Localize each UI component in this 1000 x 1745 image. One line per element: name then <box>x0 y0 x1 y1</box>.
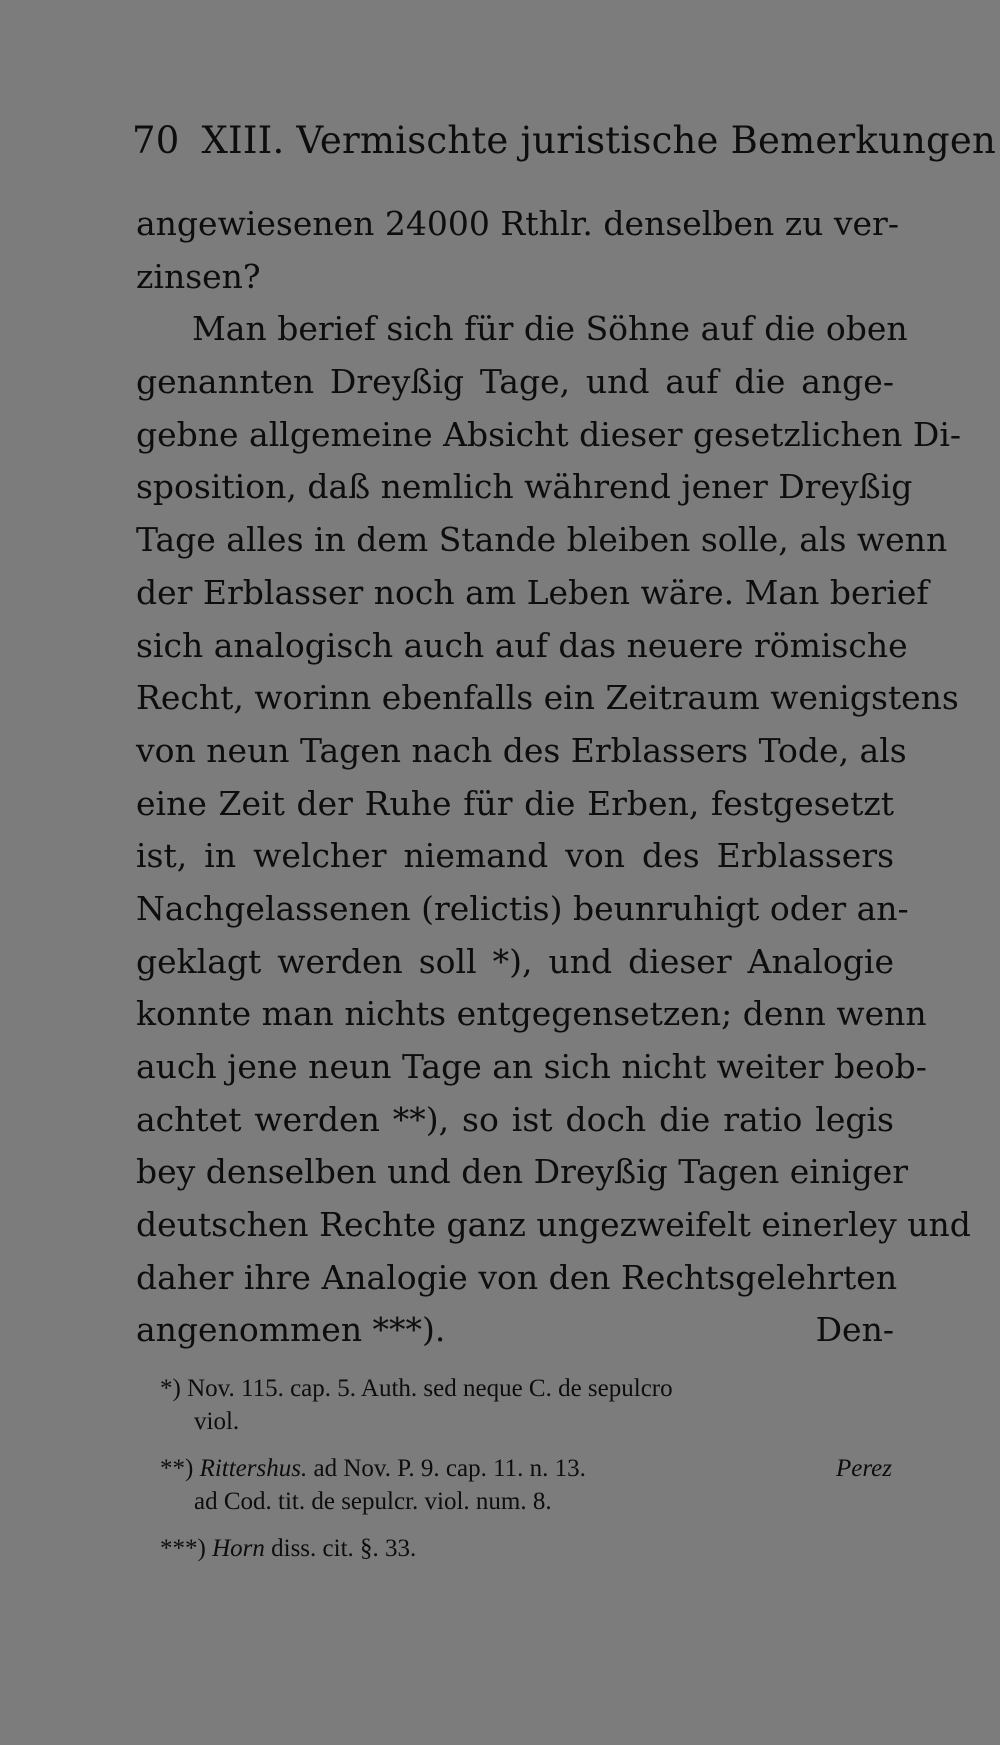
text-line: daher ihre Analogie von den Rechtsgelehrten <box>136 1257 898 1297</box>
catchword: Den- <box>815 1310 894 1350</box>
footnote-reference: diss. cit. §. 33. <box>271 1535 417 1562</box>
text-line: zinsen? <box>136 256 261 296</box>
text-line: deutschen Rechte ganz ungezweifelt einerley und <box>136 1205 971 1245</box>
text-line: eine Zeit der Ruhe für die Erben, festgesetzt <box>136 783 894 823</box>
text-line: ist, in welcher niemand von des Erblassers <box>136 836 894 876</box>
footnote-3 <box>160 1532 892 1565</box>
footnote-line: *) Nov. 115. cap. 5. Auth. sed neque C. de sepulcro <box>160 1375 673 1402</box>
text-line: Nachgelassenen (relictis) beunruhigt oder an- <box>136 888 909 928</box>
text-line: auch jene neun Tage an sich nicht weiter beob- <box>136 1047 927 1086</box>
footnote-line <box>160 1532 892 1565</box>
footnote-2 <box>160 1452 892 1518</box>
text-line: sich analogisch auch auf das neuere römische <box>136 625 908 665</box>
footnotes <box>160 1372 892 1579</box>
footnote-line: viol. <box>194 1408 240 1435</box>
footnote-author: Perez <box>836 1455 892 1482</box>
text-line: Tage alles in dem Stande bleiben solle, als wenn <box>136 520 948 560</box>
body-text <box>136 198 971 1357</box>
footnote-line <box>160 1452 892 1485</box>
text-line-final <box>136 1304 894 1357</box>
text-line: von neun Tagen nach des Erblassers Tode, als <box>136 730 907 770</box>
text-line: Recht, worinn ebenfalls ein Zeitraum wenigstens <box>136 678 959 718</box>
footnote-mark: **) <box>160 1455 194 1482</box>
footnote-mark: ***) <box>160 1535 206 1562</box>
text-line: bey denselben und den Dreyßig Tagen einiger <box>136 1152 909 1192</box>
text-line: angewiesenen 24000 Rthlr. denselben zu ver- <box>136 204 899 243</box>
footnote-line: ad Cod. tit. de sepulcr. viol. num. 8. <box>194 1488 552 1515</box>
footnote-author: Horn <box>212 1535 265 1562</box>
text-line: gebne allgemeine Absicht dieser gesetzlichen Di- <box>136 414 962 454</box>
running-title: XIII. Vermischte juristische Bemerkungen <box>201 119 997 162</box>
footnote-reference: ad Nov. P. 9. cap. 11. n. 13. <box>313 1455 586 1482</box>
text-line: genannten Dreyßig Tage, und auf die ange- <box>136 362 894 402</box>
last-line-text: angenommen ***). <box>136 1310 446 1350</box>
text-line: Man berief sich für die Söhne auf die oben <box>192 309 908 349</box>
text-line: konnte man nichts entgegensetzen; denn wenn <box>136 994 927 1034</box>
page-number: 70 <box>132 119 180 162</box>
footnote-author: Rittershus. <box>199 1455 308 1482</box>
text-line: achtet werden **), so ist doch die ratio legis <box>136 1099 894 1139</box>
text-line: der Erblasser noch am Leben wäre. Man berief <box>136 572 929 612</box>
text-line: sposition, daß nemlich während jener Dreyßig <box>136 467 913 507</box>
footnote-lead <box>160 1452 586 1485</box>
footnote-1 <box>160 1372 892 1438</box>
text-line: geklagt werden soll *), und dieser Analogie <box>136 941 894 981</box>
running-head <box>132 116 997 166</box>
